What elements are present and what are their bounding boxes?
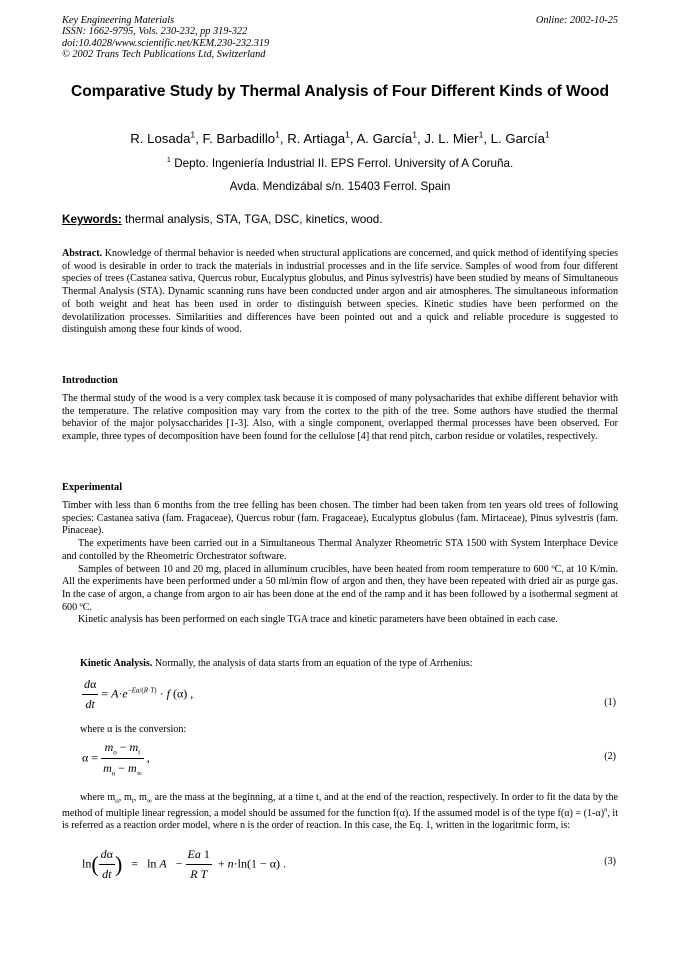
issn-line: ISSN: 1662-9795, Vols. 230-232, pp 319-322	[62, 26, 248, 38]
equation-1-number: (1)	[604, 697, 616, 708]
affiliation-line-1: $^1$ Depto. Ingeniería Industrial II. EPS Ferrol. University of A Coruña.	[166, 155, 514, 170]
introduction-text: The thermal study of the wood is a very complex task because it is composed of many polysacharides that exhibe different behavior with the temperature. The relative composition may vary from the cortex to the pith of the tree. Some authors have studied the thermal behavior of the major polysaccharides [1-3]. Also, with a single component, overlapped thermal processes have been observed. For example, three types of decomposition have been found for the cellulose [4] that rend pitch, carbon residue or volatiles, respectively.	[62, 393, 618, 443]
author: F. Barbadillo$^1$,	[202, 129, 288, 146]
equation-3-number: (3)	[604, 856, 616, 867]
author: L. García$^1$	[490, 129, 550, 146]
paper-title: Comparative Study by Thermal Analysis of Four Different Kinds of Wood	[70, 83, 610, 100]
online-date: Online: 2002-10-25	[535, 15, 618, 26]
journal-name: Key Engineering Materials	[62, 15, 175, 26]
author: J. L. Mier$^1$,	[424, 129, 491, 146]
experimental-paragraph: The experiments have been carried out in a Simultaneous Thermal Analyzer Rheometric STA 1500 with System Interphace Device and contolled by the Rheometric Orchestrator software.	[62, 538, 618, 562]
kinetic-label: Kinetic Analysis.	[80, 658, 153, 669]
journal-header	[62, 15, 618, 61]
affiliation-line-2: Avda. Mendizábal s/n. 15403 Ferrol. Spain	[229, 180, 451, 193]
keywords-label: Keywords:	[62, 213, 122, 226]
equation-1: $\frac{d\alpha}{dt}$ = $A\cdot e^{-Ea/(R\cdot T)} \cdot f$ (α) ,	[84, 677, 194, 711]
equation-2: α = $\frac{m_o - m_t}{m_o - m_\infty}$ ,	[82, 740, 150, 778]
experimental-paragraph: Timber with less than 6 months from the tree felling has been chosen. The timber had been taken from ten years old trees of following species: Castanea sativa (fam. Fragaceae), Quercus robur (fam. Fragaceae), Eucalyptus globulus (fam. Mirtaceae), Pinus sylvestris (fam. Pinaceae).	[62, 500, 618, 537]
kinetic-paragraph: where $m_o$, $m_t$, $m_\infty$ are the mass at the beginning, at a time t, and at the end of the reaction, respectively. In order to fit the data by the method of multiple linear regression, a model should be assumed for the function f(α). If the assumed model is of the type $f(\alpha) = (1-\alpha)^n$, it is referred as a reaction order model, where n is the order of reaction. In this case, the Eq. 1, written in the logaritmic form, is:	[62, 792, 619, 832]
experimental-paragraph: Kinetic analysis has been performed on each single TGA trace and kinetic parameters have been obtained in each case.	[78, 614, 558, 626]
copyright-line: © 2002 Trans Tech Publications Ltd, Switzerland	[62, 49, 266, 61]
doi-line: doi:10.4028/www.scientific.net/KEM.230-232.319	[62, 37, 270, 49]
abstract-label: Abstract.	[62, 248, 103, 259]
keywords-text: thermal analysis, STA, TGA, DSC, kinetics, wood.	[125, 213, 383, 226]
introduction-heading: Introduction	[62, 375, 118, 386]
author: A. García$^1$,	[356, 129, 425, 146]
author: R. Losada$^1$,	[130, 129, 203, 146]
experimental-heading: Experimental	[62, 482, 123, 493]
where-alpha: where α is the conversion:	[80, 724, 187, 735]
author: R. Artiaga$^1$,	[287, 129, 357, 146]
author-list	[62, 131, 618, 147]
equation-2-number: (2)	[604, 751, 616, 762]
keywords	[62, 213, 618, 227]
experimental-body	[62, 500, 618, 627]
equation-3: ln( $\frac{d\alpha}{dt}$ ) = ln A − $\frac{Ea 1}{\text{R T}}$ + n·ln(1 − α) .	[82, 847, 287, 881]
experimental-paragraph: Samples of between 10 and 20 mg, placed in alluminum crucibles, have been heated from room temperature to 600 ºC, at 10 K/min. All the experiments have been performed under a 50 ml/min flow of argon and then, they have been repeated with dried air as purge gas. In the case of argon, a change from argon to air has been done at the end of the ramp and it has been followed by a isothermal segment at 600 ºC.	[62, 563, 618, 613]
kinetic-analysis-intro: Kinetic Analysis. Normally, the analysis of data starts from an equation of the type of Arrhenius:	[80, 658, 473, 669]
abstract-text: Knowledge of thermal behavior is needed when structural applications are concerned, and quick method of identifying species of wood is desirable in order to track the materials in industrial processes and in the life service. Samples of wood from four different species of trees (Castanea sativa, Quercus robur, Eucalyptus globulus, and Pinus sylvestris) have been studied by means of Simultaneous Thermal Analysis (STA). Dynamic scanning runs have been conducted under argon and air atmospheres. The simultaneous information of both weight and heat has been used in order to distinguish between species. Kinetic studies have been performed on the devolatilization processes. Similarities and differences have been pointed out and a quick and reliable procedure is suggested to distinguish among these four kinds of wood.	[62, 248, 618, 336]
abstract	[62, 248, 618, 337]
